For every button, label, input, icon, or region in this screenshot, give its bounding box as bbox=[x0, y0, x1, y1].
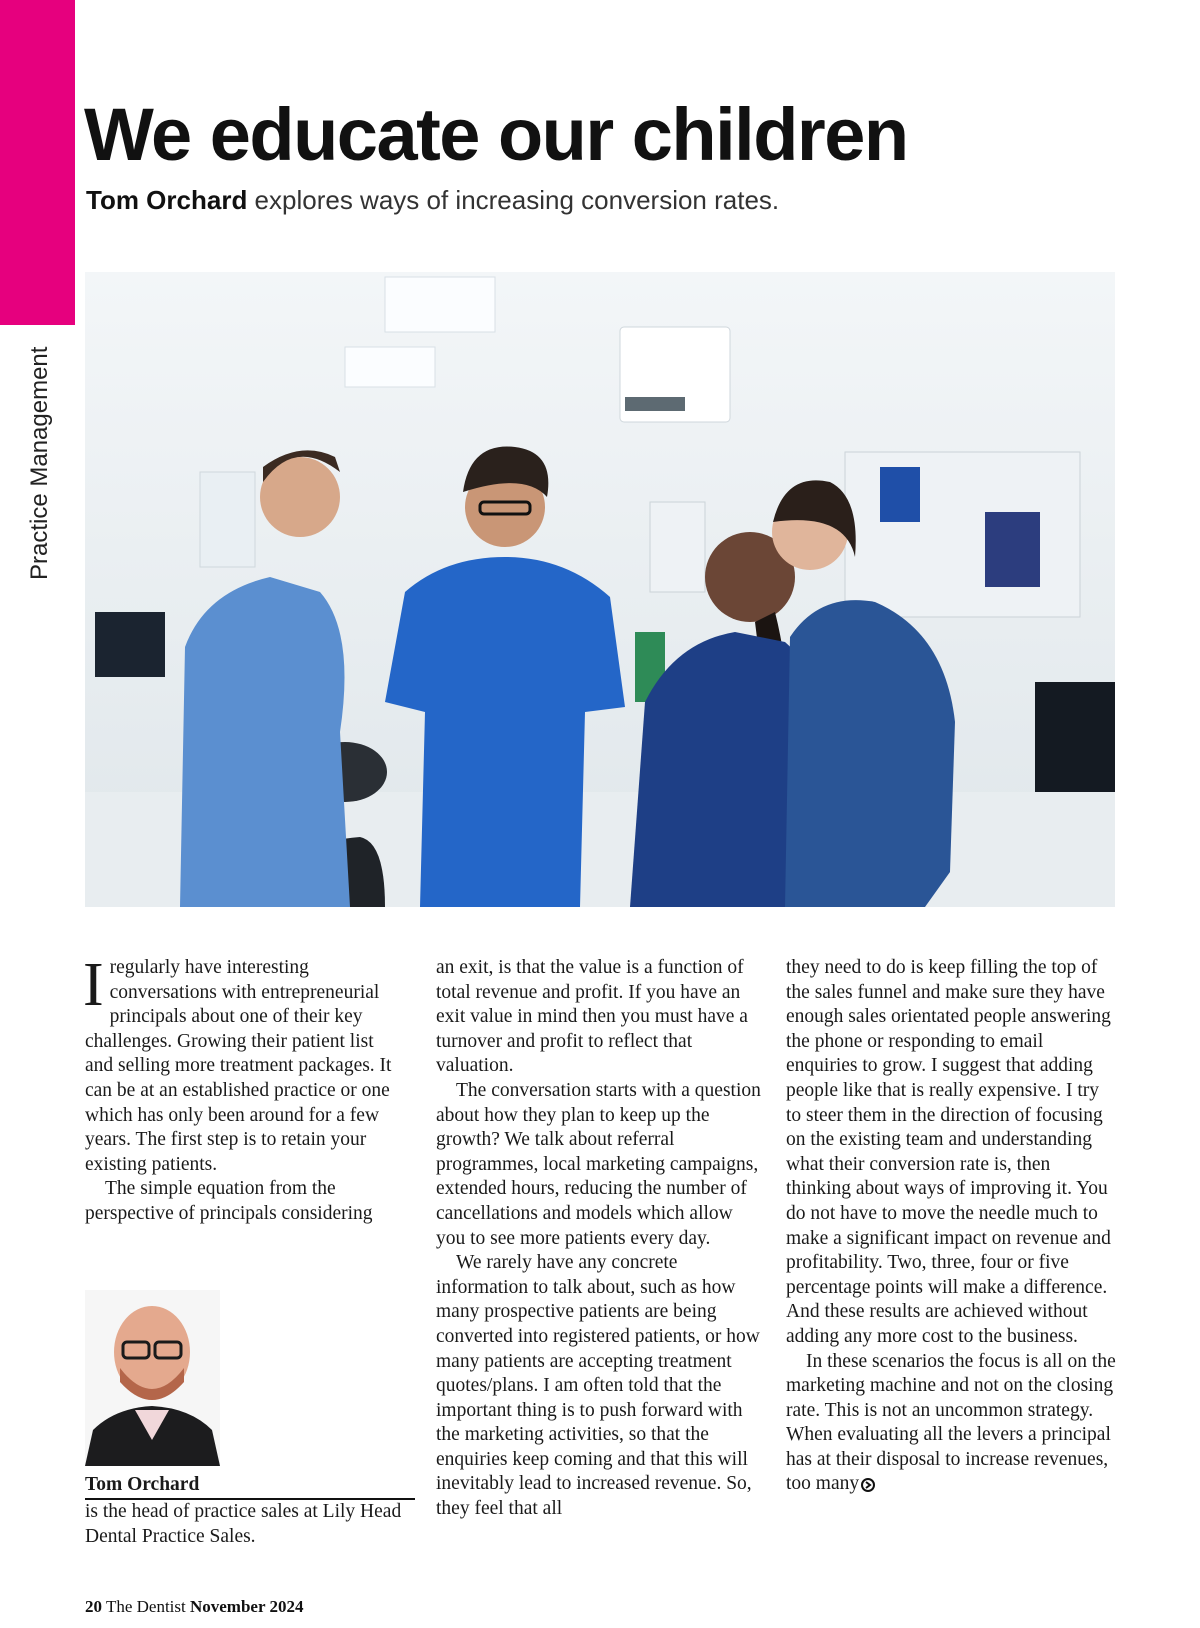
lead-photo bbox=[85, 272, 1115, 907]
section-label: Practice Management bbox=[26, 346, 53, 580]
paragraph: The simple equation from the perspective of principals considering bbox=[85, 1178, 373, 1224]
paragraph-text: regularly have interesting conversations with entrepreneurial principals about one of their key challenges. Growing their patient list and selling more treatment packages. It can be at an established practice or one which has only been around for a few years. The first step is to retain your existing patients. bbox=[85, 957, 392, 1175]
paragraph-text: In these scenarios the focus is all on the marketing machine and not on the closing rate. This is not an uncommon strategy. When evaluating all the levers a principal has at their disposal to increase revenues, too many bbox=[786, 1350, 1116, 1495]
paragraph: they need to do is keep filling the top of the sales funnel and make sure they have enough sales orientated people answering the phone or responding to email enquiries to grow. I suggest that adding people like that is really expensive. I try to steer them in the direction of focusing on the existing team and understanding what their conversion rate is, then thinking about ways of improving it. You do not have to move the needle much to make a significant impact on revenue and profitability. Two, three, four or five percentage points will make a difference. And these results are achieved without adding any more cost to the business. bbox=[786, 957, 1111, 1347]
headline: We educate our children bbox=[84, 93, 908, 176]
article-column-3 bbox=[786, 956, 1116, 1497]
author-bio: is the head of practice sales at Lily Head Dental Practice Sales. bbox=[85, 1501, 402, 1547]
paragraph bbox=[83, 951, 400, 1177]
section-color-bar bbox=[0, 0, 75, 325]
page-number: 20 bbox=[85, 1597, 102, 1616]
paragraph: We rarely have any concrete information to talk about, such as how many prospective patients are being converted into registered patients, or how many patients are accepting treatment quotes/plans. I am often told that the important thing is to push forward with the marketing activities, so that the enquiries keep coming and that this will inevitably lead to increased revenue. So, they feel that all bbox=[436, 1252, 760, 1520]
standfirst-text: explores ways of increasing conversion rates. bbox=[247, 185, 780, 215]
author-name: Tom Orchard bbox=[85, 1473, 415, 1500]
issue-date: November 2024 bbox=[189, 1597, 304, 1616]
standfirst-author: Tom Orchard bbox=[86, 185, 248, 215]
paragraph: an exit, is that the value is a function of total revenue and profit. If you have an exit value in mind then you must have a turnover and profit to reflect that valuation. bbox=[436, 957, 748, 1077]
author-photo bbox=[85, 1290, 220, 1466]
article-column-2 bbox=[436, 956, 766, 1522]
drop-cap: I bbox=[83, 951, 104, 1019]
article-column-1 bbox=[83, 951, 400, 1227]
publication-name: The Dentist bbox=[102, 1597, 190, 1616]
page-footer bbox=[85, 1596, 303, 1618]
continue-arrow-icon bbox=[861, 1478, 875, 1492]
paragraph bbox=[786, 1350, 1116, 1498]
paragraph: The conversation starts with a question about how they plan to keep up the growth? We talk about referral programmes, local marketing campaigns, extended hours, reducing the number of cancellations and models which allow you to see more patients every day. bbox=[436, 1079, 761, 1249]
standfirst bbox=[86, 182, 1086, 218]
